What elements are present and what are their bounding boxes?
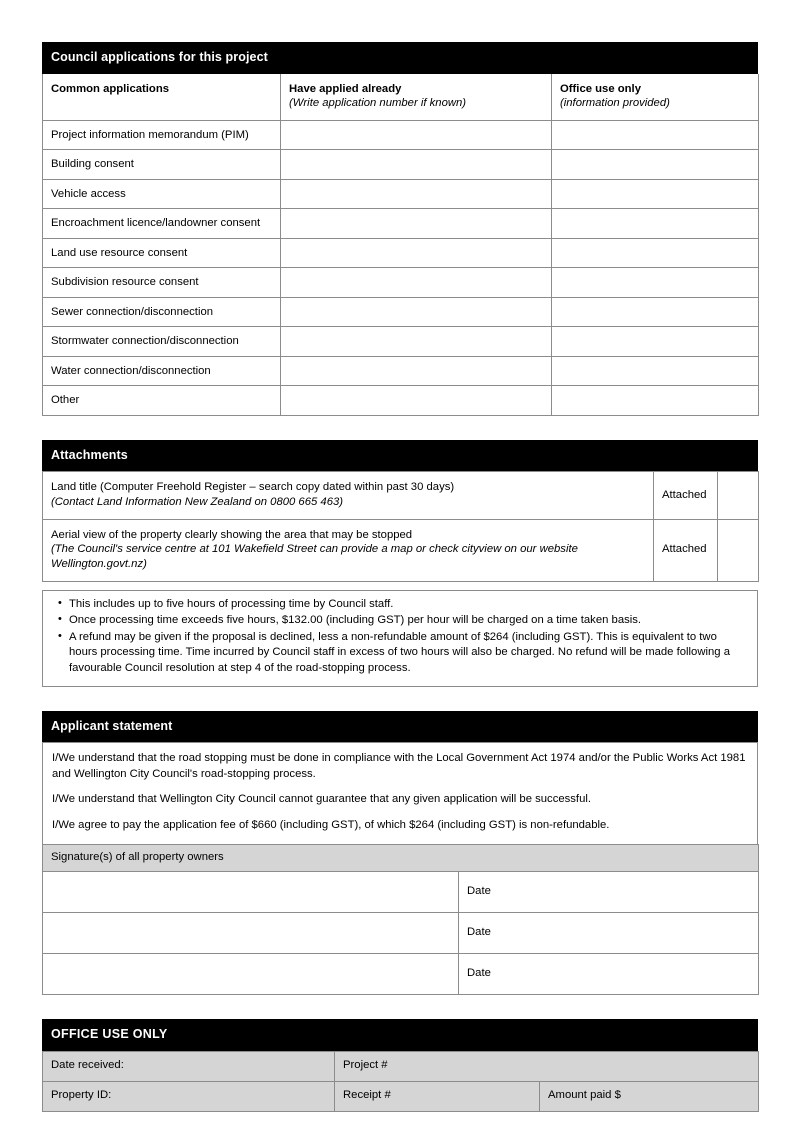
column-header-common-applications: [43, 74, 281, 121]
column-header-have-applied-already: [281, 74, 552, 121]
section-spacer: [42, 687, 758, 711]
signature-row: [43, 872, 759, 913]
council-applications-table: [42, 74, 759, 416]
fees-notes-box: [42, 590, 758, 687]
application-label: Other: [43, 386, 281, 416]
column-header-office-use-only: [552, 74, 759, 121]
column-header-title: Office use only: [560, 82, 641, 95]
fees-notes-list: [53, 597, 747, 677]
attached-checkbox-cell[interactable]: [718, 472, 759, 519]
office-field[interactable]: [552, 120, 759, 150]
table-row: [43, 238, 759, 268]
office-field[interactable]: [552, 297, 759, 327]
section-header-attachments: Attachments: [42, 440, 758, 472]
date-label: Date: [467, 885, 491, 898]
amount-paid-label: Amount paid $: [548, 1089, 621, 1102]
signature-table: [42, 844, 759, 995]
applicant-statement-text: [42, 742, 758, 844]
table-row: [43, 268, 759, 298]
statement-paragraph: I/We understand that the road stopping must be done in compliance with the Local Government Act 1974 and/or the Public Works Act 1981 and Wellington City Council's road-stopping process.: [52, 752, 746, 780]
date-label: Date: [467, 926, 491, 939]
table-row: [43, 297, 759, 327]
date-field[interactable]: [459, 872, 759, 913]
signature-field[interactable]: [43, 954, 459, 995]
section-header-office-use-only: OFFICE USE ONLY: [42, 1019, 758, 1051]
statement-paragraph: I/We agree to pay the application fee of $660 (including GST), of which $264 (including GST) is non-refundable.: [52, 818, 610, 831]
attachment-row: [43, 519, 759, 581]
project-number-field[interactable]: [335, 1051, 759, 1081]
application-label: Vehicle access: [43, 179, 281, 209]
date-received-field[interactable]: [43, 1051, 335, 1081]
application-label: Sewer connection/disconnection: [43, 297, 281, 327]
table-row: [43, 327, 759, 357]
office-field[interactable]: [552, 179, 759, 209]
table-row: [43, 120, 759, 150]
date-field[interactable]: [459, 954, 759, 995]
receipt-number-label: Receipt #: [343, 1089, 391, 1102]
table-row: [43, 209, 759, 239]
office-field[interactable]: [552, 238, 759, 268]
section-spacer: [42, 582, 758, 590]
office-field[interactable]: [552, 386, 759, 416]
office-use-row: [43, 1051, 759, 1081]
date-label: Date: [467, 967, 491, 980]
section-header-applicant-statement: Applicant statement: [42, 711, 758, 743]
list-item: • A refund may be given if the proposal is declined, less a non-refundable amount of $264 (including GST). This is equivalent to two hours processing time. Time incurred by Council staff in excess of two hours will also be charged. No refund will be made following a favourable Council resolution at step 4 of the road-stopping process.: [69, 630, 747, 677]
applied-field[interactable]: [281, 150, 552, 180]
list-item: • This includes up to five hours of processing time by Council staff.: [69, 597, 747, 613]
attachment-main-text: Land title (Computer Freehold Register – search copy dated within past 30 days): [51, 481, 455, 494]
attachment-main-text: Aerial view of the property clearly showing the area that may be stopped: [51, 528, 413, 541]
table-row: [43, 356, 759, 386]
date-received-label: Date received:: [51, 1059, 124, 1072]
statement-paragraph: I/We understand that Wellington City Council cannot guarantee that any given application will be successful.: [52, 793, 592, 806]
office-field[interactable]: [552, 150, 759, 180]
signature-header-row: [43, 845, 759, 872]
property-id-field[interactable]: [43, 1081, 335, 1111]
application-label: Project information memorandum (PIM): [43, 120, 281, 150]
applied-field[interactable]: [281, 179, 552, 209]
application-label: Stormwater connection/disconnection: [43, 327, 281, 357]
applied-field[interactable]: [281, 297, 552, 327]
section-spacer: [42, 995, 758, 1019]
signature-row: [43, 913, 759, 954]
application-label: Land use resource consent: [43, 238, 281, 268]
application-label: Building consent: [43, 150, 281, 180]
form-sheet: [42, 42, 758, 1112]
table-row: [43, 150, 759, 180]
attachment-description: [43, 472, 654, 519]
column-header-title: Common applications: [51, 82, 169, 95]
signature-field[interactable]: [43, 913, 459, 954]
applied-field[interactable]: [281, 268, 552, 298]
property-id-label: Property ID:: [51, 1089, 112, 1102]
applied-field[interactable]: [281, 120, 552, 150]
application-label: Water connection/disconnection: [43, 356, 281, 386]
office-use-row: [43, 1081, 759, 1111]
attached-label: Attached: [654, 472, 718, 519]
signature-section-label: Signature(s) of all property owners: [43, 845, 759, 872]
applied-field[interactable]: [281, 386, 552, 416]
amount-paid-field[interactable]: [540, 1081, 759, 1111]
attachment-row: [43, 472, 759, 519]
section-header-council-applications: Council applications for this project: [42, 42, 758, 74]
receipt-number-field[interactable]: [335, 1081, 540, 1111]
attachment-note-text: (The Council's service centre at 101 Wakefield Street can provide a map or check cityview on our website Wellington.govt.nz): [51, 543, 578, 571]
list-item: • Once processing time exceeds five hours, $132.00 (including GST) per hour will be charged on a time taken basis.: [69, 613, 747, 629]
applied-field[interactable]: [281, 327, 552, 357]
section-spacer: [42, 416, 758, 440]
attachments-table: [42, 471, 759, 581]
signature-field[interactable]: [43, 872, 459, 913]
office-field[interactable]: [552, 327, 759, 357]
attachment-note-text: (Contact Land Information New Zealand on 0800 665 463): [51, 496, 344, 509]
attached-label: Attached: [654, 519, 718, 581]
applied-field[interactable]: [281, 209, 552, 239]
attachment-description: [43, 519, 654, 581]
application-label: Subdivision resource consent: [43, 268, 281, 298]
application-label: Encroachment licence/landowner consent: [43, 209, 281, 239]
office-field[interactable]: [552, 356, 759, 386]
column-header-subtitle: (Write application number if known): [289, 97, 467, 110]
applied-field[interactable]: [281, 356, 552, 386]
table-row: [43, 386, 759, 416]
project-number-label: Project #: [343, 1059, 388, 1072]
signature-row: [43, 954, 759, 995]
office-field[interactable]: [552, 268, 759, 298]
table-row: [43, 179, 759, 209]
date-field[interactable]: [459, 913, 759, 954]
office-field[interactable]: [552, 209, 759, 239]
column-header-title: Have applied already: [289, 82, 402, 95]
column-header-subtitle: (information provided): [560, 97, 670, 110]
table-header-row: [43, 74, 759, 121]
applied-field[interactable]: [281, 238, 552, 268]
office-use-table: [42, 1051, 759, 1112]
attached-checkbox-cell[interactable]: [718, 519, 759, 581]
